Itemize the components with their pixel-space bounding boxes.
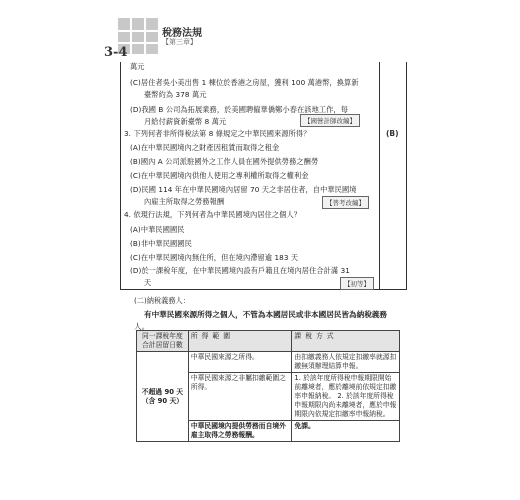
q4-option-a: (A)中華民國國民	[130, 225, 185, 234]
page-number: 3-4	[104, 45, 128, 60]
page-header	[104, 18, 224, 66]
q4-option-b: (B)非中華民國國民	[130, 239, 192, 248]
header-days: 同一課稅年度 合計居留日數	[137, 331, 189, 352]
days-label-cell: 不超過 90 天 （含 90 天）	[137, 352, 189, 442]
q2-option-c: (C)居住者吳小美出售 1 棟位於香港之房屋，獲利 100 萬港幣，換算新	[130, 78, 359, 87]
table-row	[137, 352, 400, 373]
q2-line: 萬元	[130, 62, 145, 71]
table-cell-method: 由扣繳義務人依規定扣繳率就源扣繳無須辦理結算申報。	[292, 352, 400, 373]
q3-stem: 3. 下列何者非所得稅法第 8 條規定之中華民國來源所得？	[124, 129, 311, 138]
table-cell-scope: 中華民國來源之非屬扣繳範圍之所得。	[188, 373, 292, 421]
q3-option-d-cont: 內雇主所取得之勞務報酬	[144, 197, 225, 206]
table-cell-method: 免課。	[292, 421, 400, 442]
q4-option-c: (C)在中華民國境內無住所，但在境內滯留逾 183 天	[130, 253, 299, 262]
header-method: 課稅方式	[292, 331, 400, 352]
note-heading: (二)納稅義務人：	[134, 296, 190, 305]
chapter-label: 【第三章】	[162, 38, 197, 46]
q4-option-d-cont: 天	[144, 278, 152, 287]
table-cell-scope: 中華民國境內提供勞務而自境外雇主取得之勞務報酬。	[188, 421, 292, 442]
q3-option-d: (D)民國 114 年在中華民國境內居留 70 天之非居住者，自中華民國境	[130, 185, 357, 194]
book-title: 稅務法規	[162, 28, 202, 39]
answer-column	[378, 62, 407, 290]
q2-source-tag: 【國營計師改編】	[300, 114, 360, 127]
q2-option-d-cont: 月給付薪資新臺幣 8 萬元	[144, 117, 227, 126]
q4-source-tag: 【初等】	[340, 277, 374, 290]
q3-source-tag: 【普考改編】	[322, 196, 369, 209]
note-line-cont: 人。	[134, 322, 150, 331]
header-scope: 所得範圍	[188, 331, 292, 352]
table-cell-scope: 中華民國來源之所得。	[188, 352, 292, 373]
q2-option-c-cont: 臺幣約為 378 萬元	[144, 90, 207, 99]
q3-answer: (B)	[386, 129, 399, 138]
q3-option-b: (B)國內 A 公司派駐國外之工作人員在國外提供勞務之酬勞	[130, 157, 319, 166]
tax-table	[136, 330, 400, 442]
table-cell-method: 1. 於該年度所得稅申報期限開始前離境者，應於離境前依規定扣繳率申報納稅。 2. 於該年度所得稅申報期限內尚未離境者，應於申報期限內依規定扣繳率申報納稅。	[292, 373, 400, 421]
table-header-row	[137, 331, 400, 352]
q4-stem: 4. 依現行法規，下列何者為中華民國境內居住之個人？	[124, 210, 302, 219]
q2-option-d: (D)我國 B 公司為拓展業務，於美國聘僱華僑鄭小春在該地工作，每	[130, 105, 349, 114]
q3-option-c: (C)在中華民國境內供他人使用之專利權所取得之權利金	[130, 171, 309, 180]
q4-option-d: (D)於一課稅年度，在中華民國境內設有戶籍且在境內居住合計滿 31	[130, 266, 350, 275]
note-line: 有中華民國來源所得之個人，不管為本國居民或非本國居民皆為納稅義務	[144, 310, 387, 319]
q3-option-a: (A)在中華民國境內之財產因租賃而取得之租金	[130, 143, 280, 152]
